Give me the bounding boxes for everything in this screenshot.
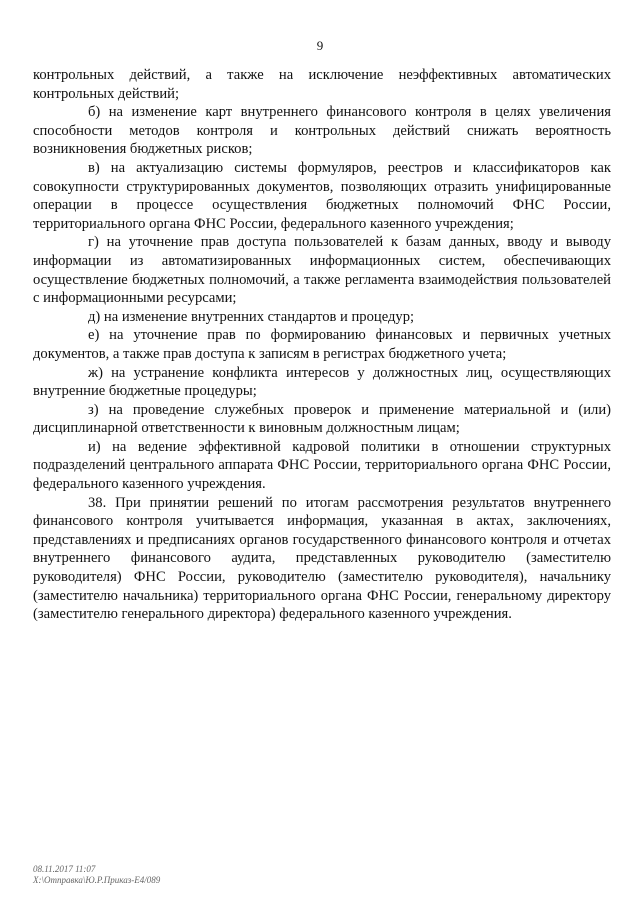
page-number: 9 [316, 38, 324, 53]
paragraph-item-b: б) на изменение карт внутреннего финансового контроля в целях увеличения способности методов контроля и контрольных действий снижать вероятность возникновения бюджетных рисков; [33, 104, 611, 158]
footer-timestamp: 08.11.2017 11:07 [33, 864, 96, 874]
footer-file-path: X:\Отправка\Ю.Р.Приказ-Е4/089 [33, 875, 161, 885]
paragraph-continuation: контрольных действий, а также на исключение неэффективных автоматических контрольных действий; [33, 67, 611, 102]
paragraph-item-d: д) на изменение внутренних стандартов и процедур; [88, 308, 415, 325]
paragraph-item-z: з) на проведение служебных проверок и применение материальной и (или) дисциплинарной ответственности к виновным должностным лицам; [33, 401, 611, 437]
paragraph-item-zh: ж) на устранение конфликта интересов у должностных лиц, осуществляющих внутренние бюджетные процедуры; [33, 364, 611, 400]
footer-stamp [33, 864, 160, 886]
paragraph-item-g: г) на уточнение прав доступа пользователей к базам данных, вводу и выводу информации из автоматизированных информационных систем, обеспечивающих осуществление бюджетных полномочий, а также регламента взаимодействия пользователей с информационными ресурсами; [33, 234, 611, 307]
paragraph-item-e: е) на уточнение прав по формированию финансовых и первичных учетных документов, а также прав доступа к записям в регистрах бюджетного учета; [33, 327, 611, 362]
document-body [33, 66, 611, 624]
paragraph-item-i: и) на ведение эффективной кадровой политики в отношении структурных подразделений центрального аппарата ФНС России, территориального органа ФНС России, федерального казенного учреждения. [33, 438, 611, 493]
paragraph-item-v: в) на актуализацию системы формуляров, реестров и классификаторов как совокупности структурированных документов, позволяющих отразить унифицированные операции в процессе осуществления бюджетных полномочий ФНС России, территориального органа ФНС России, федерального казенного учреждения; [33, 159, 611, 232]
paragraph-38: 38. При принятии решений по итогам рассмотрения результатов внутреннего финансового контроля учитывается информация, указанная в актах, заключениях, представлениях и предписаниях органов государственного финансового контроля и отчетах внутреннего финансового аудита, представленных руководителю (заместителю руководителя) ФНС России, руководителю (заместителю руководителя), начальнику (заместителю начальника) территориального органа ФНС России, генеральному директору (заместителю генерального директора) федерального казенного учреждения. [33, 494, 611, 623]
